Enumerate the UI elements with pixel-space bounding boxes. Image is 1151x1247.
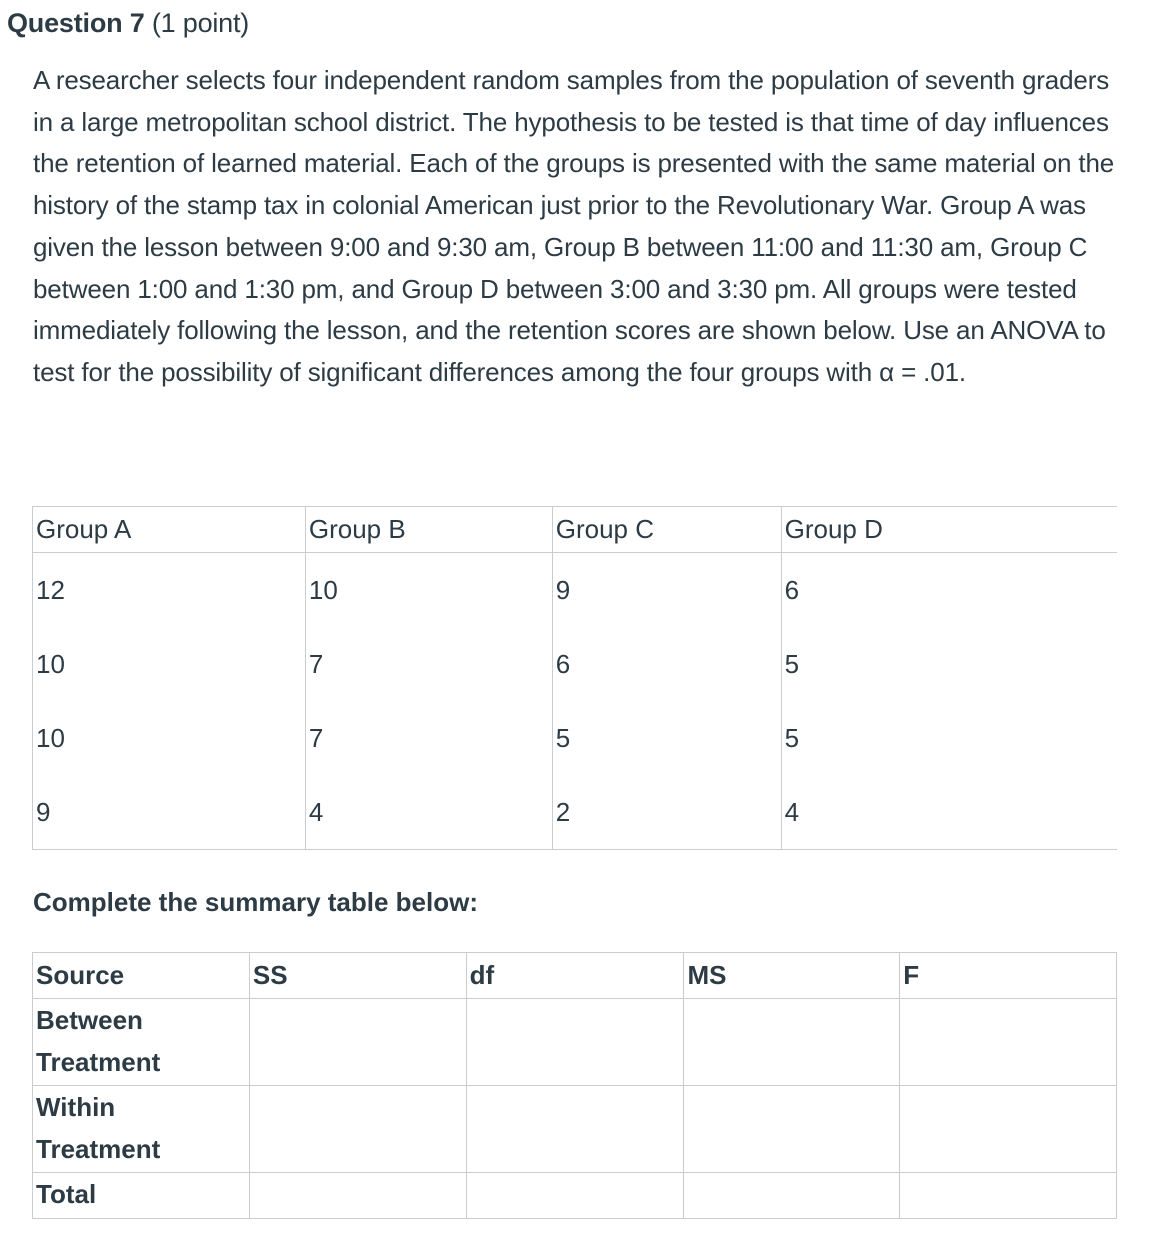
header-ss: SS xyxy=(249,953,466,999)
score-cell: 9 xyxy=(552,553,781,628)
table-row xyxy=(33,627,1118,701)
table-row xyxy=(33,701,1118,775)
between-f-cell[interactable] xyxy=(900,999,1117,1086)
score-cell: 2 xyxy=(552,775,781,850)
total-df-cell[interactable] xyxy=(466,1173,684,1219)
question-prompt-text: A researcher selects four independent random samples from the population of seventh graders in a large metropolitan school district. The hypothesis to be tested is that time of day influences the retention of learned material. Each of the groups is presented with the same material on the history of the stamp tax in colonial American just prior to the Revolutionary War. Group A was given the lesson between 9:00 and 9:30 am, Group B between 11:00 and 11:30 am, Group C between 1:00 and 1:30 pm, and Group D between 3:00 and 3:30 pm. All groups were tested immediately following the lesson, and the retention scores are shown below. Use an ANOVA to test for the possibility of significant differences among the four groups with α = .01. xyxy=(33,65,1115,387)
table-row xyxy=(33,775,1118,850)
summary-instruction: Complete the summary table below: xyxy=(33,887,478,917)
score-cell: 10 xyxy=(305,553,552,628)
score-cell: 12 xyxy=(33,553,306,628)
score-cell: 7 xyxy=(305,627,552,701)
source-label-line2: Treatment xyxy=(36,1047,161,1077)
within-ss-cell[interactable] xyxy=(249,1086,466,1173)
total-ms-cell[interactable] xyxy=(684,1173,900,1219)
within-ms-cell[interactable] xyxy=(684,1086,900,1173)
score-cell: 9 xyxy=(33,775,306,850)
total-ss-cell[interactable] xyxy=(249,1173,466,1219)
score-cell: 10 xyxy=(33,627,306,701)
score-cell: 7 xyxy=(305,701,552,775)
score-cell: 5 xyxy=(781,701,1117,775)
header-f: F xyxy=(900,953,1117,999)
question-prompt xyxy=(33,60,1123,394)
score-cell: 5 xyxy=(552,701,781,775)
question-header xyxy=(7,5,249,41)
between-ss-cell[interactable] xyxy=(249,999,466,1086)
summary-header-row xyxy=(33,953,1117,999)
source-label-line1: Total xyxy=(36,1179,97,1209)
header-group-d: Group D xyxy=(781,507,1117,553)
total-f-cell[interactable] xyxy=(900,1173,1117,1219)
table-row xyxy=(33,1086,1117,1173)
score-cell: 6 xyxy=(781,553,1117,628)
score-cell: 4 xyxy=(305,775,552,850)
table-row xyxy=(33,1173,1117,1219)
header-source: Source xyxy=(33,953,250,999)
between-df-cell[interactable] xyxy=(466,999,684,1086)
header-group-c: Group C xyxy=(552,507,781,553)
source-label-line1: Within xyxy=(36,1092,116,1122)
header-df: df xyxy=(466,953,684,999)
question-title: Question 7 xyxy=(7,8,145,38)
source-total xyxy=(33,1173,250,1219)
question-points: (1 point) xyxy=(151,8,250,38)
header-ms: MS xyxy=(684,953,900,999)
between-ms-cell[interactable] xyxy=(684,999,900,1086)
source-label-line1: Between xyxy=(36,1005,143,1035)
table-row xyxy=(33,553,1118,628)
source-within-treatment xyxy=(33,1086,250,1173)
within-f-cell[interactable] xyxy=(900,1086,1117,1173)
anova-summary-table xyxy=(32,952,1117,1219)
score-cell: 4 xyxy=(781,775,1117,850)
header-group-b: Group B xyxy=(305,507,552,553)
score-cell: 5 xyxy=(781,627,1117,701)
table-row xyxy=(33,999,1117,1086)
header-group-a: Group A xyxy=(33,507,306,553)
scores-header-row xyxy=(33,507,1118,553)
within-df-cell[interactable] xyxy=(466,1086,684,1173)
source-between-treatment xyxy=(33,999,250,1086)
scores-table xyxy=(32,506,1117,850)
score-cell: 6 xyxy=(552,627,781,701)
source-label-line2: Treatment xyxy=(36,1134,161,1164)
score-cell: 10 xyxy=(33,701,306,775)
